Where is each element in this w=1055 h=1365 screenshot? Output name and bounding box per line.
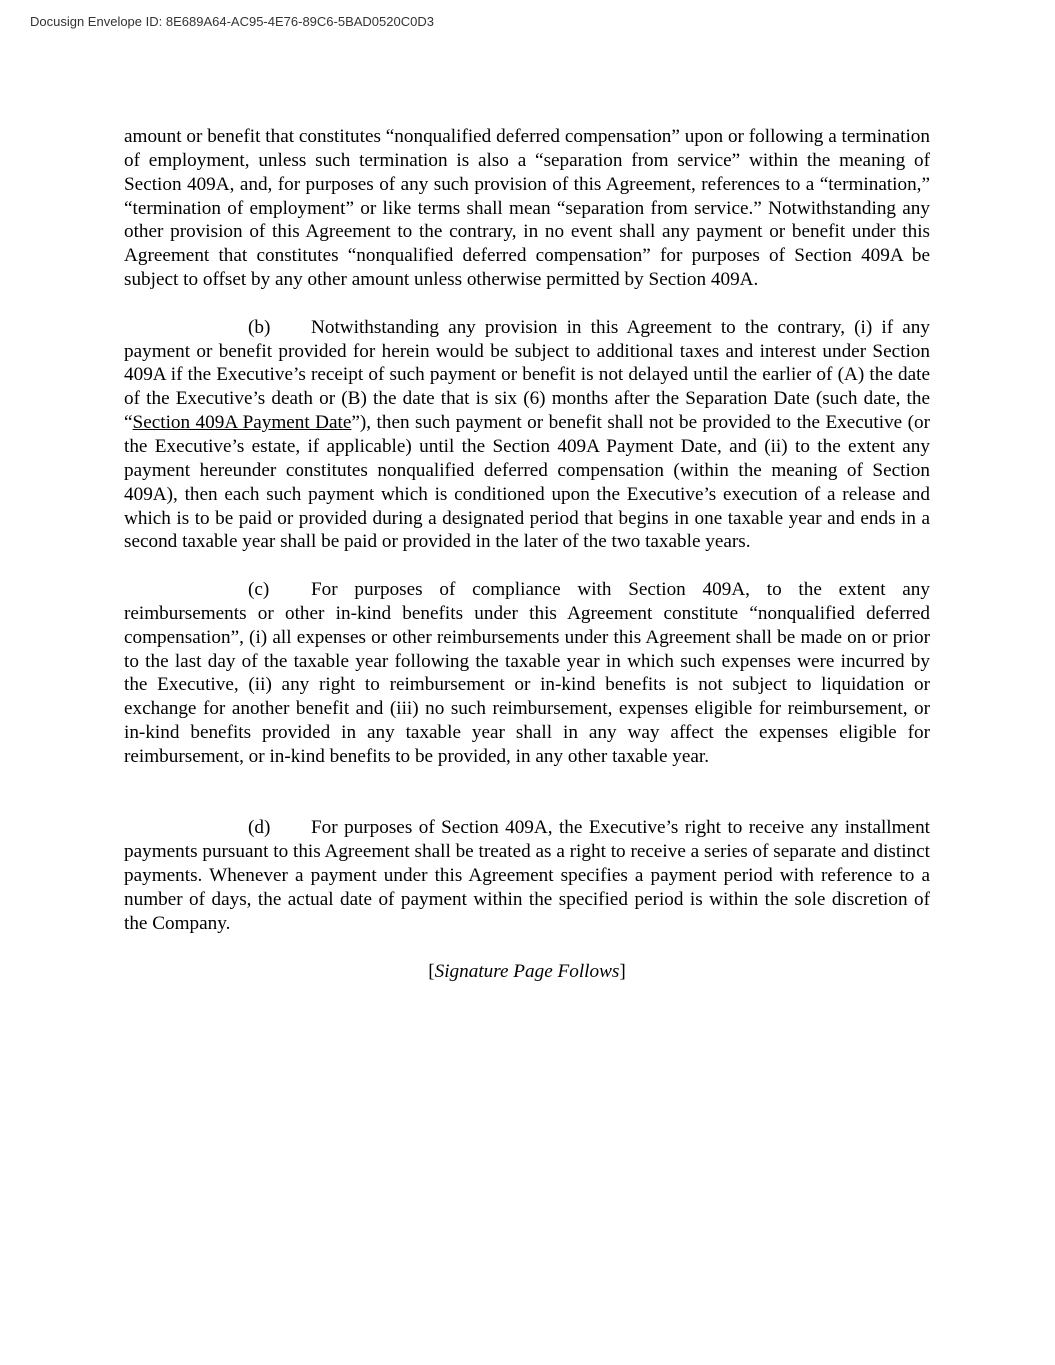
paragraph-b-text-after: ”), then such payment or benefit shall not be provided to the Executive (or the Executive’s estate, if applicable) until the Section 409A Payment Date, and (ii) to the extent any payment hereunder constitutes nonqualified deferred compensation (within the meaning of Section 409A), then each such payment which is conditioned upon the Executive’s execution of a release and which is to be paid or provided during a designated period that begins in one taxable year and ends in a second taxable year shall be paid or provided in the later of the two taxable years.: [124, 412, 930, 553]
paragraph-c: [124, 578, 930, 769]
paragraph-continuation: [124, 125, 930, 292]
paragraph-d: [124, 816, 930, 935]
paragraph-b-marker: (b): [248, 316, 271, 338]
docusign-envelope-id: Docusign Envelope ID: 8E689A64-AC95-4E76-89C6-5BAD0520C0D3: [30, 14, 434, 29]
paragraph-c-marker: (c): [248, 579, 270, 601]
paragraph-c-text: For purposes of compliance with Section 409A, to the extent any reimbursements or other in-kind benefits under this Agreement constitute “nonqualified deferred compensation”, (i) all expenses or other reimbursements under this Agreement shall be made on or prior to the last day of the taxable year following the taxable year in which such expenses were incurred by the Executive, (ii) any right to reimbursement or in-kind benefits is not subject to liquidation or exchange for another benefit and (iii) no such reimbursement, expenses eligible for reimbursement, or in-kind benefits provided in any taxable year shall in any way affect the expenses eligible for reimbursement, or in-kind benefits to be provided, in any other taxable year.: [124, 579, 930, 767]
paragraph-b-text-before: Notwithstanding any provision in this Agreement to the contrary, (i) if any payment or benefit provided for herein would be subject to additional taxes and interest under Section 409A if the Executive’s receipt of such payment or benefit is not delayed until the earlier of (A) the date of the Executive’s death or (B) the date that is six (6) months after the Separation Date (such date, the “: [124, 316, 930, 434]
signature-page-follows-note: [124, 960, 930, 984]
paragraph-d-marker: (d): [248, 817, 271, 839]
paragraph-continuation-text: amount or benefit that constitutes “nonqualified deferred compensation” upon or following a termination of employment, unless such termination is also a “separation from service” within the meaning of Section 409A, and, for purposes of any such provision of this Agreement, references to a “termination,” “termination of employment” or like terms shall mean “separation from service.” Notwithstanding any other provision of this Agreement to the contrary, in no event shall any payment or benefit under this Agreement that constitutes “nonqualified deferred compensation” for purposes of Section 409A be subject to offset by any other amount unless otherwise permitted by Section 409A.: [124, 126, 930, 291]
signature-note-open-bracket: [: [428, 960, 435, 982]
defined-term-section-409a-payment-date: Section 409A Payment Date: [132, 412, 352, 434]
paragraph-d-text: For purposes of Section 409A, the Executive’s right to receive any installment payments pursuant to this Agreement shall be treated as a right to receive a series of separate and distinct payments. Whenever a payment under this Agreement specifies a payment period with reference to a number of days, the actual date of payment within the specified period is within the sole discretion of the Company.: [124, 817, 930, 934]
signature-note-text: Signature Page Follows: [434, 960, 620, 982]
document-body: [124, 125, 930, 983]
paragraph-b: [124, 316, 930, 554]
signature-note-close-bracket: ]: [619, 960, 626, 982]
